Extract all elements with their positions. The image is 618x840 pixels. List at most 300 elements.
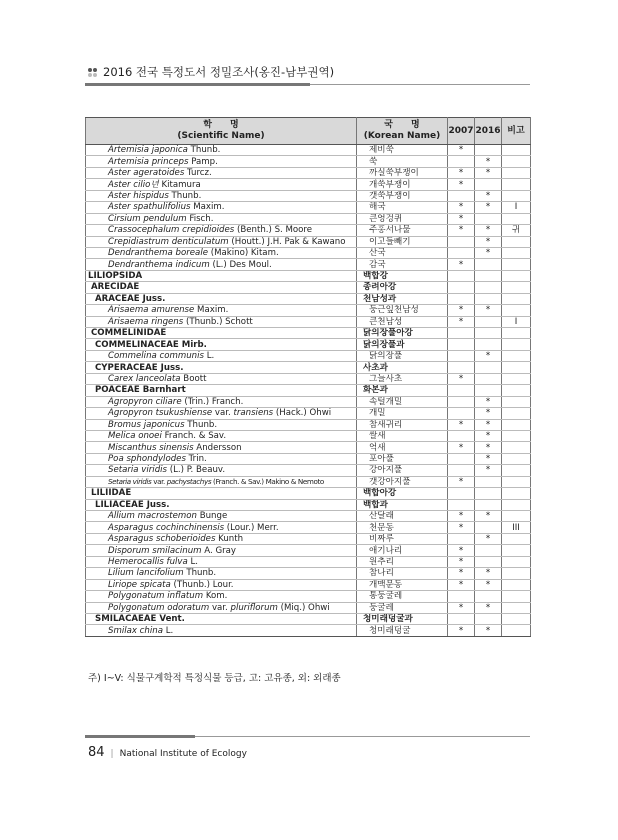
korean-name: 억새 — [357, 442, 448, 453]
scientific-name — [86, 179, 357, 190]
note — [502, 476, 531, 487]
mark-2007: * — [448, 568, 475, 579]
authority: A. Gray — [201, 545, 237, 556]
mark-2016: * — [475, 236, 502, 247]
taxon-group-row — [86, 270, 531, 281]
taxon-group-row — [86, 293, 531, 304]
scientific-name — [86, 625, 357, 636]
note — [502, 385, 531, 396]
scientific-name — [86, 568, 357, 579]
mark-2016: * — [475, 419, 502, 430]
korean-name: 속털개밀 — [357, 396, 448, 407]
scientific-name — [86, 167, 357, 178]
mark-2007: * — [448, 602, 475, 613]
mark-2007: * — [448, 373, 475, 384]
korean-name: 포아풀 — [357, 453, 448, 464]
mark-2016 — [475, 488, 502, 499]
note — [502, 408, 531, 419]
taxon-name-italic: Allium macrostemon — [108, 511, 197, 522]
mark-2007 — [448, 328, 475, 339]
table-row — [86, 145, 531, 156]
col-2016: 2016 — [475, 118, 502, 145]
scientific-name — [86, 270, 357, 281]
korean-name: 천문동 — [357, 522, 448, 533]
korean-name: 감국 — [357, 259, 448, 270]
note — [502, 591, 531, 602]
mark-2007: * — [448, 179, 475, 190]
scientific-name — [86, 156, 357, 167]
table-row — [86, 522, 531, 533]
table-row — [86, 396, 531, 407]
mark-2016: * — [475, 568, 502, 579]
korean-name: 청미래덩굴과 — [357, 613, 448, 624]
mark-2016 — [475, 476, 502, 487]
table-row — [86, 305, 531, 316]
header-text: 국 명 — [384, 120, 420, 130]
note — [502, 270, 531, 281]
authority: Turcz. — [184, 168, 212, 179]
authority: (Houtt.) J.H. Pak & Kawano — [228, 236, 346, 247]
korean-name: 참새귀리 — [357, 419, 448, 430]
mark-2016 — [475, 293, 502, 304]
scientific-name — [86, 305, 357, 316]
korean-name: 비짜루 — [357, 533, 448, 544]
header-rule — [85, 83, 310, 86]
mark-2016 — [475, 339, 502, 350]
mark-2007 — [448, 613, 475, 624]
mark-2016 — [475, 316, 502, 327]
authority: Boott — [180, 373, 207, 384]
mark-2016: * — [475, 465, 502, 476]
taxon-name-italic: Poa sphondylodes — [108, 454, 186, 465]
mark-2016: * — [475, 202, 502, 213]
authority: Pamp. — [188, 156, 218, 167]
mark-2016 — [475, 145, 502, 156]
korean-name: 이고들빼기 — [357, 236, 448, 247]
taxon-group-row — [86, 385, 531, 396]
authority: Bunge — [196, 511, 228, 522]
authority: (L.) Des Moul. — [209, 259, 272, 270]
mark-2016 — [475, 373, 502, 384]
korean-name: 둥굴레 — [357, 602, 448, 613]
mark-2007: * — [448, 442, 475, 453]
taxon-name-italic: Asparagus cochinchinensis — [108, 522, 225, 533]
korean-name: 강아지풀 — [357, 465, 448, 476]
korean-name: 개밀 — [357, 408, 448, 419]
mark-2016 — [475, 213, 502, 224]
taxon-name-italic: transiens — [233, 408, 274, 419]
scientific-name — [86, 511, 357, 522]
authority: COMMELINIDAE — [91, 328, 167, 339]
mark-2016 — [475, 545, 502, 556]
mark-2007: * — [448, 202, 475, 213]
taxon-name-italic: Agropyron ciliare — [108, 396, 182, 407]
scientific-name — [86, 545, 357, 556]
korean-name: 백합아강 — [357, 488, 448, 499]
taxon-name-italic: Bromus japonicus — [108, 419, 185, 430]
authority: (Lour.) Merr. — [224, 522, 279, 533]
korean-name: 백합과 — [357, 499, 448, 510]
taxon-name-italic: Liriope spicata — [108, 579, 171, 590]
scientific-name — [86, 247, 357, 258]
scientific-name — [86, 225, 357, 236]
mark-2016 — [475, 328, 502, 339]
mark-2016: * — [475, 396, 502, 407]
note — [502, 579, 531, 590]
scientific-name — [86, 533, 357, 544]
header-text: (Scientific Name) — [177, 131, 265, 141]
col-note: 비고 — [502, 118, 531, 145]
mark-2007 — [448, 282, 475, 293]
note — [502, 305, 531, 316]
table-row — [86, 625, 531, 636]
table-row — [86, 568, 531, 579]
note: I — [502, 202, 531, 213]
korean-name: 종려아강 — [357, 282, 448, 293]
mark-2007: * — [448, 145, 475, 156]
mark-2007 — [448, 236, 475, 247]
korean-name: 주홍서나물 — [357, 225, 448, 236]
table-header-row — [86, 118, 531, 145]
taxon-name-italic: pluriflorum — [230, 602, 278, 613]
taxon-group-row — [86, 613, 531, 624]
mark-2007 — [448, 453, 475, 464]
table-row — [86, 236, 531, 247]
korean-name: 갯강아지풀 — [357, 476, 448, 487]
mark-2016: * — [475, 625, 502, 636]
authority: Kunth — [215, 534, 244, 545]
taxon-name-italic: Hemerocallis fulva — [108, 556, 188, 567]
table-row — [86, 545, 531, 556]
taxon-group-row — [86, 328, 531, 339]
taxon-name-italic: Lilium lancifolium — [108, 568, 184, 579]
scientific-name — [86, 293, 357, 304]
scientific-name — [86, 236, 357, 247]
mark-2016 — [475, 179, 502, 190]
note — [502, 613, 531, 624]
scientific-name — [86, 282, 357, 293]
korean-name: 개맥문동 — [357, 579, 448, 590]
korean-name: 닭의장풀 — [357, 350, 448, 361]
authority: (Trin.) Franch. — [181, 396, 244, 407]
note — [502, 442, 531, 453]
scientific-name — [86, 316, 357, 327]
table-row — [86, 202, 531, 213]
mark-2016 — [475, 270, 502, 281]
scientific-name — [86, 408, 357, 419]
table-row — [86, 419, 531, 430]
authority: Franch. & Sav. — [161, 431, 227, 442]
scientific-name — [86, 202, 357, 213]
authority: (Hack.) Ohwi — [273, 408, 332, 419]
table-row — [86, 316, 531, 327]
taxon-name-italic: Arisaema amurense — [108, 305, 195, 316]
korean-name: 사초과 — [357, 362, 448, 373]
authority: COMMELINACEAE Mirb. — [95, 339, 207, 350]
authority: LILIACEAE Juss. — [95, 499, 170, 510]
note — [502, 282, 531, 293]
authority: SMILACAEAE Vent. — [95, 614, 185, 625]
authority: POACEAE Barnhart — [95, 385, 186, 396]
note — [502, 533, 531, 544]
institute-name: National Institute of Ecology — [119, 749, 247, 759]
note — [502, 488, 531, 499]
table-row — [86, 373, 531, 384]
scientific-name — [86, 339, 357, 350]
taxon-group-row — [86, 362, 531, 373]
note — [502, 156, 531, 167]
col-scientific-name — [86, 118, 357, 145]
scientific-name — [86, 476, 357, 487]
note — [502, 568, 531, 579]
page-number: 84 — [88, 745, 105, 760]
col-korean-name — [357, 118, 448, 145]
mark-2007 — [448, 339, 475, 350]
mark-2016 — [475, 591, 502, 602]
mark-2007: * — [448, 545, 475, 556]
note — [502, 145, 531, 156]
note — [502, 179, 531, 190]
table-row — [86, 247, 531, 258]
note — [502, 247, 531, 258]
mark-2007 — [448, 270, 475, 281]
mark-2007 — [448, 190, 475, 201]
authority: (Thunb.) Schott — [183, 316, 253, 327]
korean-name: 그늘사초 — [357, 373, 448, 384]
scientific-name — [86, 602, 357, 613]
mark-2007 — [448, 156, 475, 167]
mark-2016: * — [475, 190, 502, 201]
authority: ARACEAE Juss. — [95, 293, 166, 304]
authority: var. — [151, 476, 167, 486]
mark-2016: * — [475, 225, 502, 236]
table-row — [86, 213, 531, 224]
scientific-name — [86, 430, 357, 441]
scientific-name — [86, 556, 357, 567]
mark-2007 — [448, 362, 475, 373]
note — [502, 465, 531, 476]
mark-2007 — [448, 488, 475, 499]
korean-name: 까실쑥부쟁이 — [357, 167, 448, 178]
table-row — [86, 225, 531, 236]
korean-name: 화본과 — [357, 385, 448, 396]
korean-name: 갯쑥부쟁이 — [357, 190, 448, 201]
mark-2016 — [475, 385, 502, 396]
mark-2007 — [448, 408, 475, 419]
taxon-name-italic: Dendranthema indicum — [108, 259, 210, 270]
table-row — [86, 511, 531, 522]
mark-2016: * — [475, 167, 502, 178]
korean-name: 산달래 — [357, 511, 448, 522]
scientific-name — [86, 613, 357, 624]
note — [502, 602, 531, 613]
header-text: (Korean Name) — [363, 131, 441, 141]
scientific-name — [86, 259, 357, 270]
header-title: 2016 전국 특정도서 정밀조사(옹진-남부권역) — [103, 65, 335, 79]
note: III — [502, 522, 531, 533]
mark-2007: * — [448, 579, 475, 590]
scientific-name — [86, 145, 357, 156]
table-row — [86, 179, 531, 190]
mark-2007: * — [448, 316, 475, 327]
note — [502, 167, 531, 178]
mark-2007 — [448, 499, 475, 510]
table-row — [86, 350, 531, 361]
mark-2007: * — [448, 167, 475, 178]
bullet-dots-icon — [88, 68, 97, 77]
mark-2016 — [475, 613, 502, 624]
note — [502, 350, 531, 361]
mark-2016 — [475, 556, 502, 567]
korean-name: 닭의장풀아강 — [357, 328, 448, 339]
mark-2007: * — [448, 511, 475, 522]
mark-2016: * — [475, 408, 502, 419]
taxon-name-italic: Polygonatum odoratum — [108, 602, 210, 613]
scientific-name — [86, 499, 357, 510]
table-row — [86, 453, 531, 464]
mark-2016 — [475, 522, 502, 533]
table-body — [86, 145, 531, 637]
mark-2016: * — [475, 602, 502, 613]
taxon-name-italic: Aster hispidus — [108, 190, 169, 201]
korean-name: 통둥굴레 — [357, 591, 448, 602]
scientific-name — [86, 522, 357, 533]
note — [502, 373, 531, 384]
mark-2016 — [475, 362, 502, 373]
authority: Fisch. — [186, 213, 214, 224]
note — [502, 236, 531, 247]
footer-separator: | — [110, 749, 114, 759]
taxon-name-italic: Asparagus schoberioides — [108, 534, 216, 545]
mark-2007 — [448, 430, 475, 441]
authority: Maxim. — [194, 305, 229, 316]
scientific-name — [86, 419, 357, 430]
authority: Thunb. — [184, 419, 218, 430]
mark-2016 — [475, 282, 502, 293]
scientific-name — [86, 453, 357, 464]
taxon-name-italic: Commelina communis — [108, 351, 204, 362]
korean-name: 참나리 — [357, 568, 448, 579]
table-row — [86, 579, 531, 590]
authority: ARECIDAE — [91, 282, 140, 293]
table-row — [86, 190, 531, 201]
mark-2007 — [448, 385, 475, 396]
scientific-name — [86, 591, 357, 602]
mark-2007 — [448, 591, 475, 602]
table-row — [86, 430, 531, 441]
korean-name: 백합강 — [357, 270, 448, 281]
mark-2016: * — [475, 511, 502, 522]
mark-2016 — [475, 259, 502, 270]
note — [502, 328, 531, 339]
taxon-name-italic: Miscanthus sinensis — [108, 442, 194, 453]
mark-2016: * — [475, 442, 502, 453]
taxon-name-italic: Arisaema ringens — [108, 316, 184, 327]
scientific-name — [86, 362, 357, 373]
mark-2016: * — [475, 247, 502, 258]
scientific-name — [86, 465, 357, 476]
taxon-name-italic: Artemisia princeps — [108, 156, 189, 167]
table-row — [86, 442, 531, 453]
note: I — [502, 316, 531, 327]
mark-2016: * — [475, 533, 502, 544]
taxon-name-italic: Dendranthema boreale — [108, 248, 208, 259]
korean-name: 천남성과 — [357, 293, 448, 304]
authority: Maxim. — [190, 202, 225, 213]
korean-name: 쑥 — [357, 156, 448, 167]
taxon-name-italic: Cirsium pendulum — [108, 213, 187, 224]
mark-2007 — [448, 293, 475, 304]
footer-rule-thin — [195, 736, 530, 737]
mark-2016: * — [475, 579, 502, 590]
mark-2007 — [448, 350, 475, 361]
footnote: 주) I~V: 식물구계학적 특정식물 등급, 고: 고유종, 외: 외래종 — [88, 673, 341, 684]
note — [502, 453, 531, 464]
authority: (Makino) Kitam. — [208, 248, 279, 259]
note — [502, 259, 531, 270]
table-row — [86, 408, 531, 419]
taxon-name-italic: Aster spathulifolius — [108, 202, 191, 213]
header-rule-thin — [310, 84, 530, 85]
species-table — [85, 117, 531, 637]
taxon-name-italic: Crassocephalum crepidioides — [108, 225, 235, 236]
table-row — [86, 156, 531, 167]
note: 귀 — [502, 225, 531, 236]
table-row — [86, 465, 531, 476]
authority: (L.) P. Beauv. — [167, 465, 226, 476]
mark-2016: * — [475, 156, 502, 167]
scientific-name — [86, 213, 357, 224]
mark-2007: * — [448, 522, 475, 533]
note — [502, 430, 531, 441]
taxon-name-italic: Setaria viridis — [108, 465, 168, 476]
authority: Andersson — [193, 442, 242, 453]
taxon-group-row — [86, 339, 531, 350]
mark-2007 — [448, 396, 475, 407]
korean-name: 원추리 — [357, 556, 448, 567]
korean-name: 해국 — [357, 202, 448, 213]
taxon-name-italic: Crepidiastrum denticulatum — [108, 236, 229, 247]
mark-2007 — [448, 247, 475, 258]
taxon-name-italic: Melica onoei — [108, 431, 162, 442]
authority: Thunb. — [183, 568, 217, 579]
authority: Trin. — [185, 454, 207, 465]
taxon-name-italic: Smilax china — [108, 625, 163, 636]
taxon-group-row — [86, 488, 531, 499]
mark-2007: * — [448, 305, 475, 316]
col-2007: 2007 — [448, 118, 475, 145]
note — [502, 213, 531, 224]
note — [502, 396, 531, 407]
note — [502, 362, 531, 373]
mark-2007: * — [448, 259, 475, 270]
authority: L. — [187, 556, 199, 567]
page-footer — [88, 745, 247, 760]
mark-2016: * — [475, 305, 502, 316]
note — [502, 339, 531, 350]
table-row — [86, 167, 531, 178]
scientific-name — [86, 488, 357, 499]
authority: Thunb. — [168, 190, 202, 201]
authority: (Benth.) S. Moore — [234, 225, 313, 236]
mark-2007: * — [448, 625, 475, 636]
table-row — [86, 533, 531, 544]
authority: CYPERACEAE Juss. — [95, 362, 184, 373]
table-row — [86, 556, 531, 567]
korean-name: 닭의장풀과 — [357, 339, 448, 350]
note — [502, 293, 531, 304]
mark-2016 — [475, 499, 502, 510]
